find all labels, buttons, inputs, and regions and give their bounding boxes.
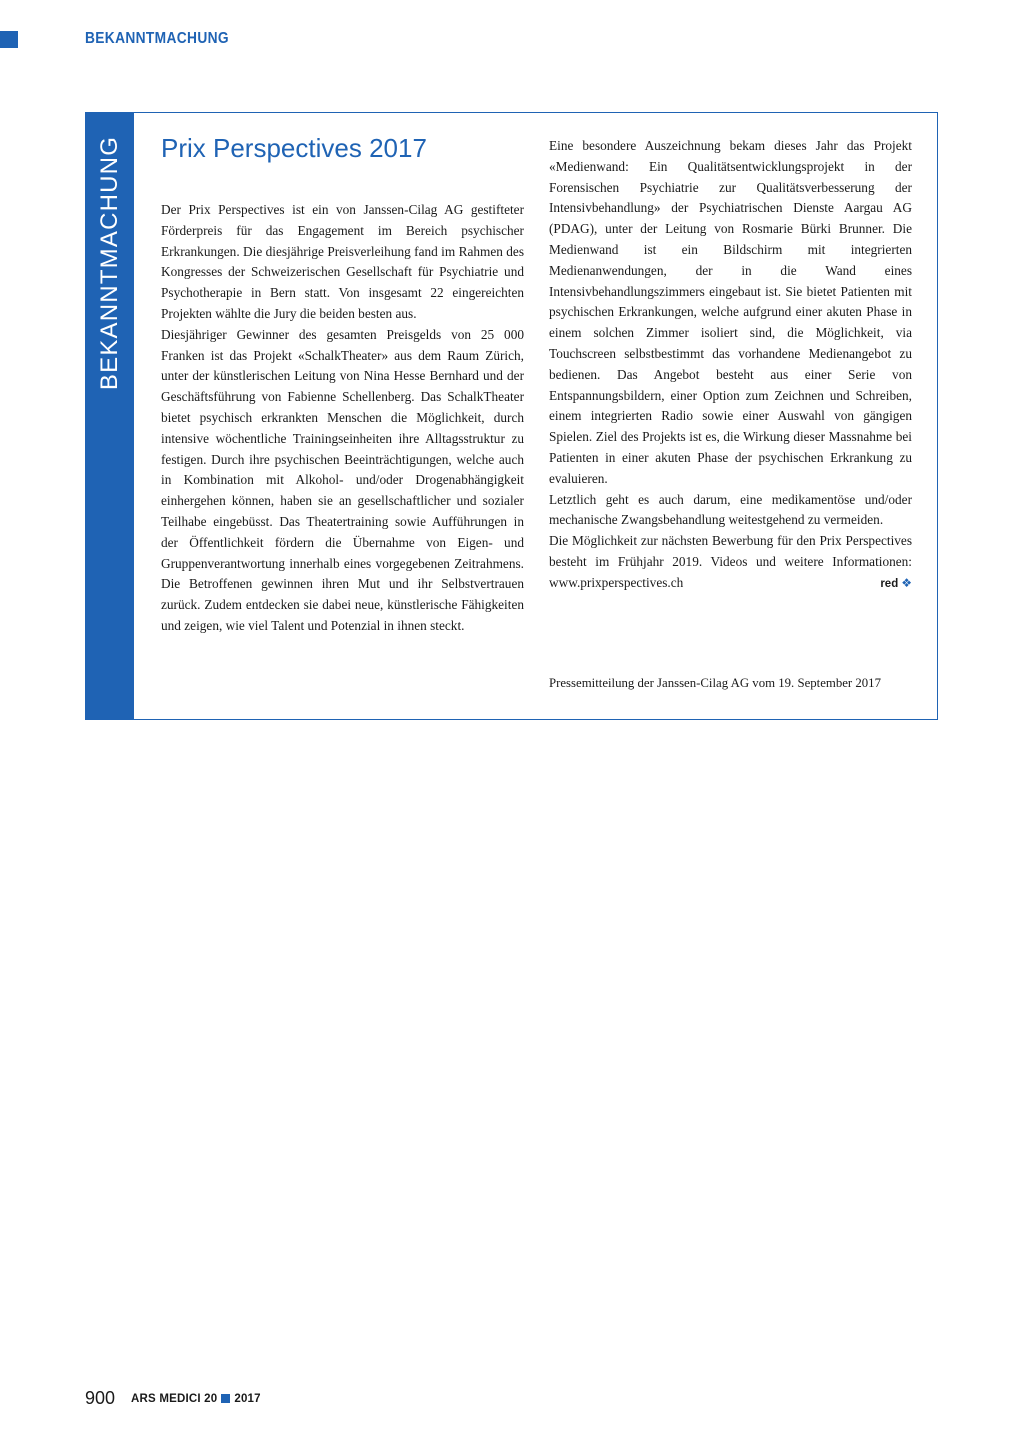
article-title: Prix Perspectives 2017 <box>161 133 427 163</box>
side-bar <box>86 113 134 719</box>
corner-marker <box>0 31 18 48</box>
article-box <box>85 112 938 720</box>
page-footer <box>85 1388 261 1409</box>
paragraph: Eine besondere Auszeichnung bekam dieses Jahr das Projekt «Medienwand: Ein Qualitätsentwicklungsprojekt in der Forensischen Psychiatrie zur Qualitätsverbesserung der Intensivbehandlung» der Psychiatrischen Dienste Aargau AG (PDAG), unter der Leitung von Rosmarie Bürki Brunner. Die Medienwand ist ein Bildschirm mit integrierten Medienanwendungen, der in die Wand eines Intensivbehandlungszimmers eingebaut ist. Sie bietet Patienten mit psychischen Erkrankungen, welche aufgrund einer akuten Phase in einem solchen Zimmer isoliert sind, die Möglichkeit, via Touchscreen selbstbestimmt das vorhandene Medienangebot zu bedienen. Das Angebot besteht aus einer Serie von Entspannungsbildern, einer Option zum Zeichnen und Schreiben, einem integrierten Radio sowie einer Auswahl von gängigen Spielen. Ziel des Projekts ist es, die Wirkung dieser Massnahme bei Patienten in einer akuten Phase der psychischen Erkrankung zu evaluieren. <box>549 138 912 486</box>
page-number: 900 <box>85 1388 116 1408</box>
journal-year: 2017 <box>234 1392 261 1405</box>
right-column <box>549 136 912 595</box>
section-header: BEKANNTMACHUNG <box>85 30 229 47</box>
paragraph-text: Die Möglichkeit zur nächsten Bewerbung für den Prix Perspectives besteht im Frühjahr 2019. Videos und weitere Informationen: www.prixperspectives.ch <box>549 533 912 590</box>
paragraph: Letztlich geht es auch darum, eine medikamentöse und/oder mechanische Zwangsbehandlung weitestgehend zu vermeiden. <box>549 491 912 528</box>
journal-name: ARS MEDICI 20 <box>131 1392 218 1405</box>
side-label: BEKANNTMACHUNG <box>96 135 123 391</box>
journal-info <box>131 1393 261 1405</box>
paragraph: Der Prix Perspectives ist ein von Janssen-Cilag AG gestifteter Förderpreis für das Engagement im Bereich psychischer Erkrankungen. Die diesjährige Preisverleihung fand im Rahmen des Kongresses der Schweizerischen Gesellschaft für Psychiatrie und Psychotherapie in Bern statt. Von insgesamt 22 eingereichten Projekten wählte die Jury die beiden besten aus. <box>161 202 524 321</box>
separator-square <box>221 1394 230 1403</box>
signature <box>880 573 912 595</box>
left-column <box>161 200 524 637</box>
source-note: Pressemitteilung der Janssen-Cilag AG vom 19. September 2017 <box>549 676 881 690</box>
diamond-ornament-icon: ❖ <box>901 575 912 590</box>
signature-text: red <box>880 577 899 590</box>
paragraph: Diesjähriger Gewinner des gesamten Preisgelds von 25 000 Franken ist das Projekt «SchalkTheater» aus dem Raum Zürich, unter der künstlerischen Leitung von Nina Hesse Bernhard und der Geschäftsführung von Fabienne Schellenberg. Das SchalkTheater bietet psychisch erkrankten Menschen die Möglichkeit, durch intensive wöchentliche Trainingseinheiten ihre Alltagsstruktur zu festigen. Durch ihre psychischen Beeinträchtigungen, welche auch in Kombination mit Alkohol- und/oder Drogenabhängigkeit einhergehen können, haben sie an gesellschaftlicher und sozialer Teilhabe eingebüsst. Das Theatertraining sowie Aufführungen in der Öffentlichkeit fördern die Übernahme von Eigen- und Gruppenverantwortung innerhalb eines vorgegebenen Zeitrahmens. Die Betroffenen gewinnen ihren Mut und ihr Selbstvertrauen zurück. Zudem entdecken sie dabei neue, künstlerische Fähigkeiten und zeigen, wie viel Talent und Potenzial in ihnen steckt. <box>161 326 524 633</box>
paragraph <box>549 531 912 593</box>
